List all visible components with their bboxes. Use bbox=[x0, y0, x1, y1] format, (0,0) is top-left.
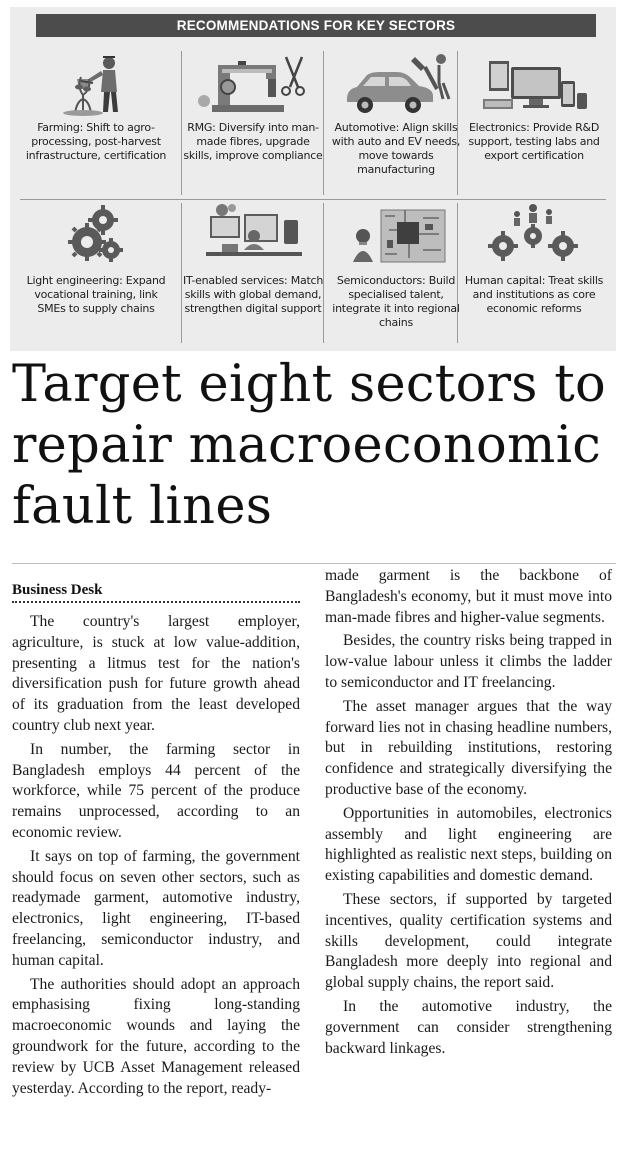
car-icon bbox=[325, 47, 467, 117]
sector-caption: Electronics: Provide R&D support, testing labs and export certification bbox=[468, 121, 600, 162]
sector-caption: IT-enabled services: Match skills with global demand, strengthen digital support bbox=[182, 274, 324, 315]
sector-caption: Farming: Shift to agro-processing, post-harvest infrastructure, certification bbox=[25, 121, 167, 162]
infographic-panel bbox=[10, 7, 616, 351]
paragraph: The authorities should adopt an approach emphasising fixing long-standing macroeconomic wounds and laying the groundwork for the future, according to the review by UCB Asset Management released yesterday. According to the report, ready- bbox=[12, 975, 300, 1097]
paragraph: It says on top of farming, the government should focus on seven other sectors, such as readymade garment, automotive industry, electronics, light engineering, IT-based freelancing, semiconductor industry, and human capital. bbox=[12, 847, 300, 969]
paragraph: The asset manager argues that the way forward lies not in chasing headline numbers, but in rebuilding institutions, restoring confidence and strategically diversifying the productive base of the economy. bbox=[325, 697, 612, 798]
paragraph: Opportunities in automobiles, electronics assembly and light engineering are highlighted as realistic next steps, building on existing capabilities and domestic demand. bbox=[325, 804, 612, 885]
sector-caption: RMG: Diversify into man-made fibres, upgrade skills, improve compliance bbox=[183, 121, 323, 162]
sewing-machine-icon bbox=[182, 47, 324, 117]
paragraph: Besides, the country risks being trapped in low-value labour unless it climbs the ladder to semiconductor and IT freelancing. bbox=[325, 632, 612, 691]
sector-caption: Semiconductors: Build specialised talent, integrate it into regional chains bbox=[332, 274, 460, 329]
sector-caption: Automotive: Align skills with auto and EV needs, move towards manufacturing bbox=[331, 121, 461, 176]
people-gears-icon bbox=[463, 200, 605, 270]
paragraph-continuation: made garment is the backbone of Bangladesh's economy, but it must move into man-made fibres and higher-value segments. bbox=[325, 567, 612, 626]
byline-dotted-rule bbox=[12, 601, 300, 603]
paragraph: The country's largest employer, agriculture, is stuck at low value-addition, presenting a litmus test for the nation's diversification push for future growth ahead of its graduation from the least developed country club next year. bbox=[12, 613, 300, 734]
article-column-2 bbox=[325, 566, 612, 1062]
byline: Business Desk bbox=[12, 582, 103, 598]
devices-icon bbox=[463, 47, 605, 117]
infographic-title: RECOMMENDATIONS FOR KEY SECTORS bbox=[36, 14, 596, 37]
headline-rule bbox=[12, 563, 616, 564]
sector-caption: Human capital: Treat skills and institutions as core economic reforms bbox=[464, 274, 604, 315]
paragraph: In number, the farming sector in Bangladesh employs 44 percent of the workforce, while 75 percent of the produce remains unprocessed, according to an economic review. bbox=[12, 740, 300, 841]
it-workstation-icon bbox=[182, 200, 324, 270]
paragraph: In the automotive industry, the government can consider strengthening backward linkages. bbox=[325, 997, 612, 1057]
paragraph: These sectors, if supported by targeted incentives, quality certification systems and skills development, could integrate Bangladesh more deeply into regional and global supply chains, the report said. bbox=[325, 890, 612, 992]
gears-icon bbox=[25, 200, 167, 270]
article-column-1 bbox=[12, 612, 300, 1102]
circuit-board-icon bbox=[325, 200, 467, 270]
article-headline: Target eight sectors to repair macroeconomic fault lines bbox=[12, 355, 607, 536]
sector-caption: Light engineering: Expand vocational training, link SMEs to supply chains bbox=[26, 274, 166, 315]
farmer-icon bbox=[25, 47, 167, 117]
